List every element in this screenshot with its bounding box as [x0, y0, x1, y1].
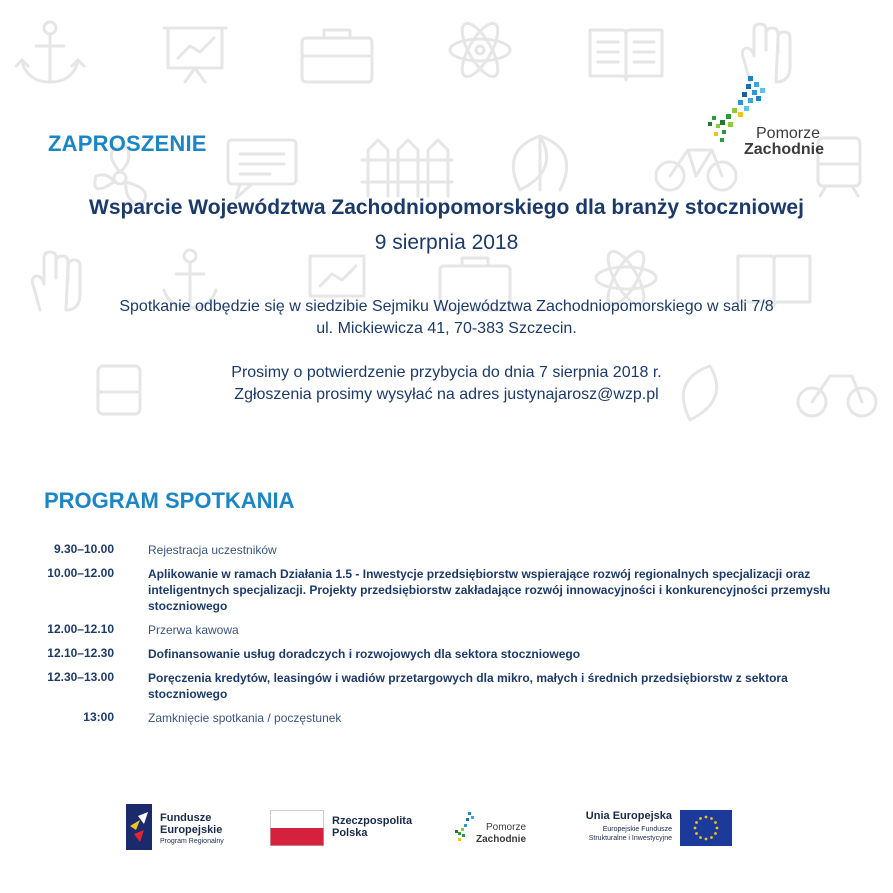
ue-name: Unia Europejska — [585, 810, 672, 822]
agenda-list — [0, 542, 893, 734]
agenda-text: Aplikowanie w ramach Działania 1.5 - Inwestycje przedsiębiorstw wspierające rozwój regionalnych specjalizacji oraz inteligentnych specjalizacji. Projekty przedsiębiorstw zakładające rozwój innowacyjności i konkurencyjności przemysłu stoczniowego — [148, 567, 831, 613]
agenda-text: Dofinansowanie usług doradczych i rozwojowych dla sektora stoczniowego — [148, 647, 581, 661]
agenda-item — [0, 670, 893, 710]
rzeczpospolita-polska-logo — [270, 810, 413, 851]
pz-line-1: Pomorze — [486, 822, 527, 833]
agenda-text: Rejestracja uczestników — [148, 543, 277, 557]
agenda-time: 12.00–12.10 — [47, 622, 114, 636]
invite-label: ZAPROSZENIE — [48, 131, 207, 156]
agenda-item — [0, 542, 893, 566]
eu-flag-icon — [680, 810, 732, 846]
footer-logos — [0, 800, 893, 860]
agenda-item — [0, 622, 893, 646]
event-location — [0, 296, 893, 340]
agenda-time: 13:00 — [83, 710, 114, 724]
event-date: 9 sierpnia 2018 — [374, 231, 519, 254]
agenda-text: Zamknięcie spotkania / poczęstunek — [148, 711, 342, 725]
logo-text-zachodnie: Zachodnie — [744, 141, 825, 158]
fundusze-europejskie-icon — [126, 804, 156, 850]
ue-sub-2: Strukturalne i Inwestycyjne — [588, 835, 672, 842]
agenda-text: Przerwa kawowa — [148, 623, 239, 637]
agenda-time: 12.30–13.00 — [47, 670, 114, 684]
confirmation-line-1: Prosimy o potwierdzenie przybycia do dnia 7 sierpnia 2018 r. — [231, 364, 662, 381]
fe-name: Fundusze Europejskie — [160, 812, 223, 836]
agenda-item — [0, 566, 893, 622]
agenda-text: Poręczenia kredytów, leasingów i wadiów przetargowych dla mikro, małych i średnich przedsiębiorstw z sektora stoczniowego — [148, 671, 788, 701]
ue-sub-1: Europejskie Fundusze — [602, 826, 672, 833]
agenda-item — [0, 646, 893, 670]
fe-program: Program Regionalny — [160, 838, 224, 845]
location-line-2: ul. Mickiewicza 41, 70-383 Szczecin. — [316, 320, 577, 337]
location-line-1: Spotkanie odbędzie się w siedzibie Sejmiku Województwa Zachodniopomorskiego w sali 7/8 — [119, 298, 774, 315]
agenda-time: 9.30–10.00 — [53, 542, 114, 556]
pomorze-zachodnie-logo — [700, 70, 860, 160]
rp-name: Rzeczpospolita Polska — [332, 815, 413, 839]
logo-text-pomorze: Pomorze — [756, 125, 821, 142]
agenda-time: 12.10–12.30 — [47, 646, 114, 660]
event-title: Wsparcie Województwa Zachodniopomorskiego dla branży stoczniowej — [89, 196, 804, 219]
confirmation-info — [0, 362, 893, 406]
agenda-time: 10.00–12.00 — [47, 566, 114, 580]
polish-flag-icon — [270, 810, 324, 846]
agenda-item — [0, 710, 893, 734]
pomorze-zachodnie-small-logo — [452, 810, 527, 851]
program-title: PROGRAM SPOTKANIA — [44, 488, 295, 513]
confirmation-line-2: Zgłoszenia prosimy wysyłać na adres justynajarosz@wzp.pl — [234, 386, 659, 403]
pz-line-2: Zachodnie — [476, 834, 527, 845]
fundusze-europejskie-logo — [126, 804, 224, 855]
